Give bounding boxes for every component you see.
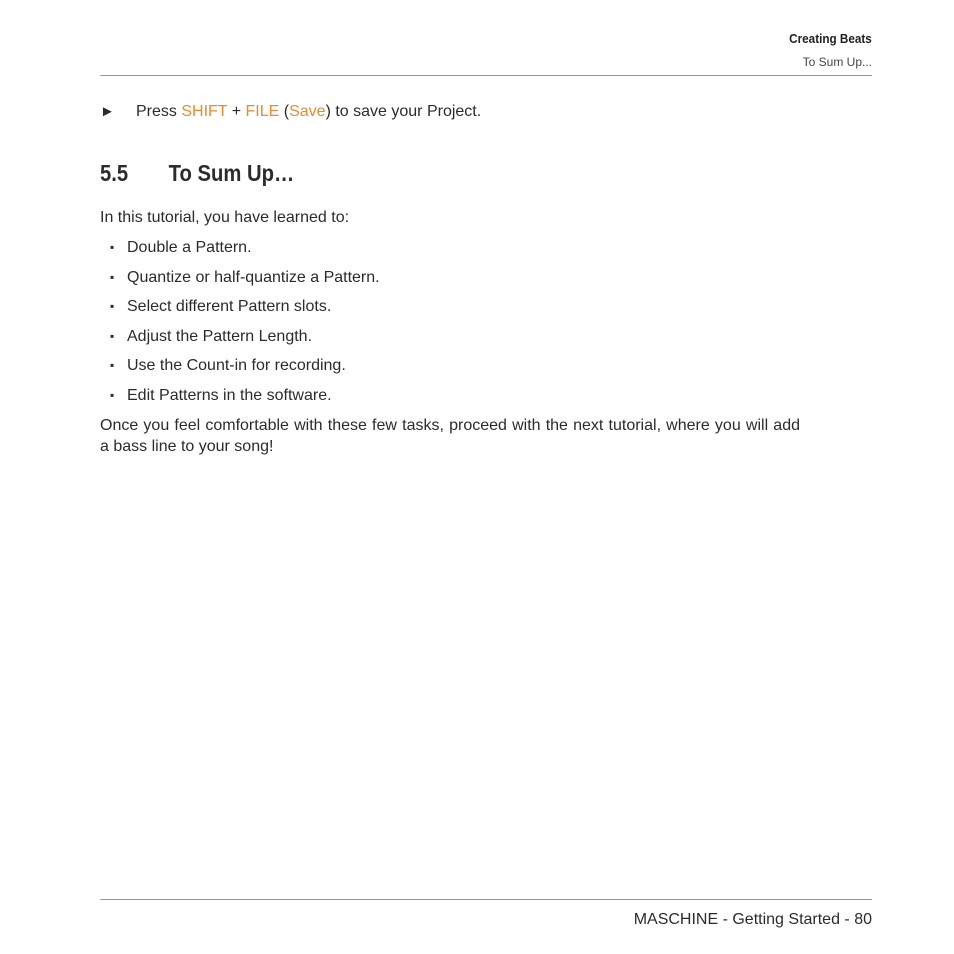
bullet-icon: ▪: [110, 358, 115, 373]
list-item: [110, 327, 380, 357]
closing-paragraph: Once you feel comfortable with these few tasks, proceed with the next tutorial, where you will add a bass line to your song!: [100, 417, 800, 455]
list-item-text: Double a Pattern.: [127, 239, 252, 256]
page-footer: MASCHINE - Getting Started - 80: [633, 911, 872, 928]
key-file: FILE: [245, 103, 280, 120]
step-open-paren: (: [279, 103, 290, 120]
list-item: [110, 297, 380, 327]
step-arrow-icon: ►: [100, 103, 115, 120]
section-heading: [100, 160, 294, 187]
key-shift: SHIFT: [181, 103, 228, 120]
step-prefix: Press: [136, 103, 182, 120]
running-header-section: To Sum Up...: [802, 55, 872, 69]
section-number: 5.5: [100, 160, 129, 186]
step-plus: +: [227, 103, 246, 120]
header-divider: [100, 75, 872, 76]
bullet-icon: ▪: [110, 328, 115, 343]
list-item-text: Use the Count-in for recording.: [127, 357, 346, 375]
bullet-icon: ▪: [110, 299, 115, 314]
bullet-icon: ▪: [110, 240, 115, 254]
running-header-chapter: Creating Beats: [789, 31, 872, 46]
list-item-text: Edit Patterns in the software.: [127, 386, 332, 404]
footer-divider: [100, 899, 872, 900]
instruction-step: [100, 103, 481, 121]
bullet-icon: ▪: [110, 387, 115, 402]
action-save: Save: [289, 103, 326, 120]
learned-list: [110, 238, 380, 416]
list-item-text: Select different Pattern slots.: [127, 298, 332, 316]
list-item: [110, 356, 380, 386]
list-item-text: Quantize or half-quantize a Pattern.: [127, 268, 380, 286]
step-suffix: ) to save your Project.: [325, 103, 482, 120]
intro-paragraph: In this tutorial, you have learned to:: [100, 209, 350, 226]
section-title: To Sum Up…: [168, 160, 295, 186]
list-item: [110, 386, 380, 416]
list-item: [110, 268, 380, 298]
list-item-text: Adjust the Pattern Length.: [127, 327, 313, 345]
list-item: [110, 238, 380, 268]
bullet-icon: ▪: [110, 269, 115, 284]
